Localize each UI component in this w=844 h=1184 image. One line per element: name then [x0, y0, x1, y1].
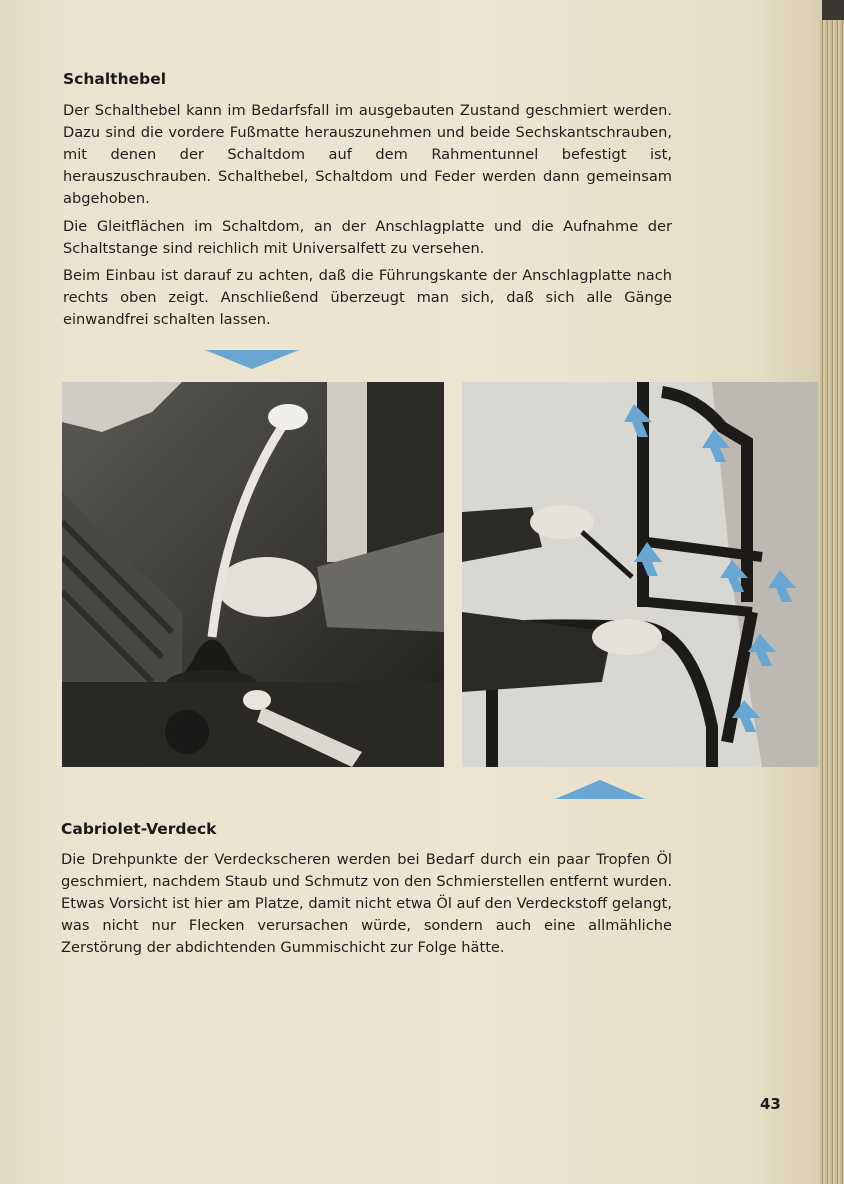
- paragraph-schalthebel-3: Beim Einbau ist darauf zu achten, daß die Führungskante der Anschlagplatte nach rechts oben zeigt. Anschließend überzeugt man sich, daß sich alle Gänge einwandfrei schalten lassen.: [63, 267, 672, 328]
- paragraph-cabriolet-verdeck: Die Drehpunkte der Verdeckscheren werden bei Bedarf durch ein paar Tropfen Öl geschmiert, nachdem Staub und Schmutz von den Schmierstellen entfernt wurden. Etwas Vorsicht ist hier am Platze, damit nicht etwa Öl auf den Verdeckstoff gelangt, was nicht nur Flecken verursachen würde, sondern auch eine allmähliche Zerstörung der abdichtenden Gummischicht zur Folge hätte.: [61, 851, 672, 956]
- section-title-schalthebel: Schalthebel: [63, 70, 167, 88]
- paragraph-schalthebel-2: Die Gleitflächen im Schaltdom, an der Anschlagplatte und die Aufnahme der Schaltstange sind reichlich mit Universalfett zu versehen.: [63, 218, 672, 257]
- up-triangle-marker-icon: [555, 780, 645, 799]
- photo-convertible-top-frame: [462, 382, 818, 767]
- page-stack-edge: [820, 20, 844, 1184]
- photo-gear-lever: [62, 382, 444, 767]
- down-triangle-marker-icon: [205, 350, 299, 370]
- section-title-cabriolet-verdeck: Cabriolet-Verdeck: [61, 820, 217, 838]
- paragraph-schalthebel-1: Der Schalthebel kann im Bedarfsfall im ausgebauten Zustand geschmiert werden. Dazu sind die vordere Fußmatte herauszunehmen und beide Sechskantschrauben, mit denen der Schaltdom auf dem Rahmentunnel befestigt ist, herauszuschrauben. Schalthebel, Schaltdom und Feder werden dann gemeinsam abgehoben.: [63, 102, 672, 207]
- page-number: 43: [760, 1095, 781, 1113]
